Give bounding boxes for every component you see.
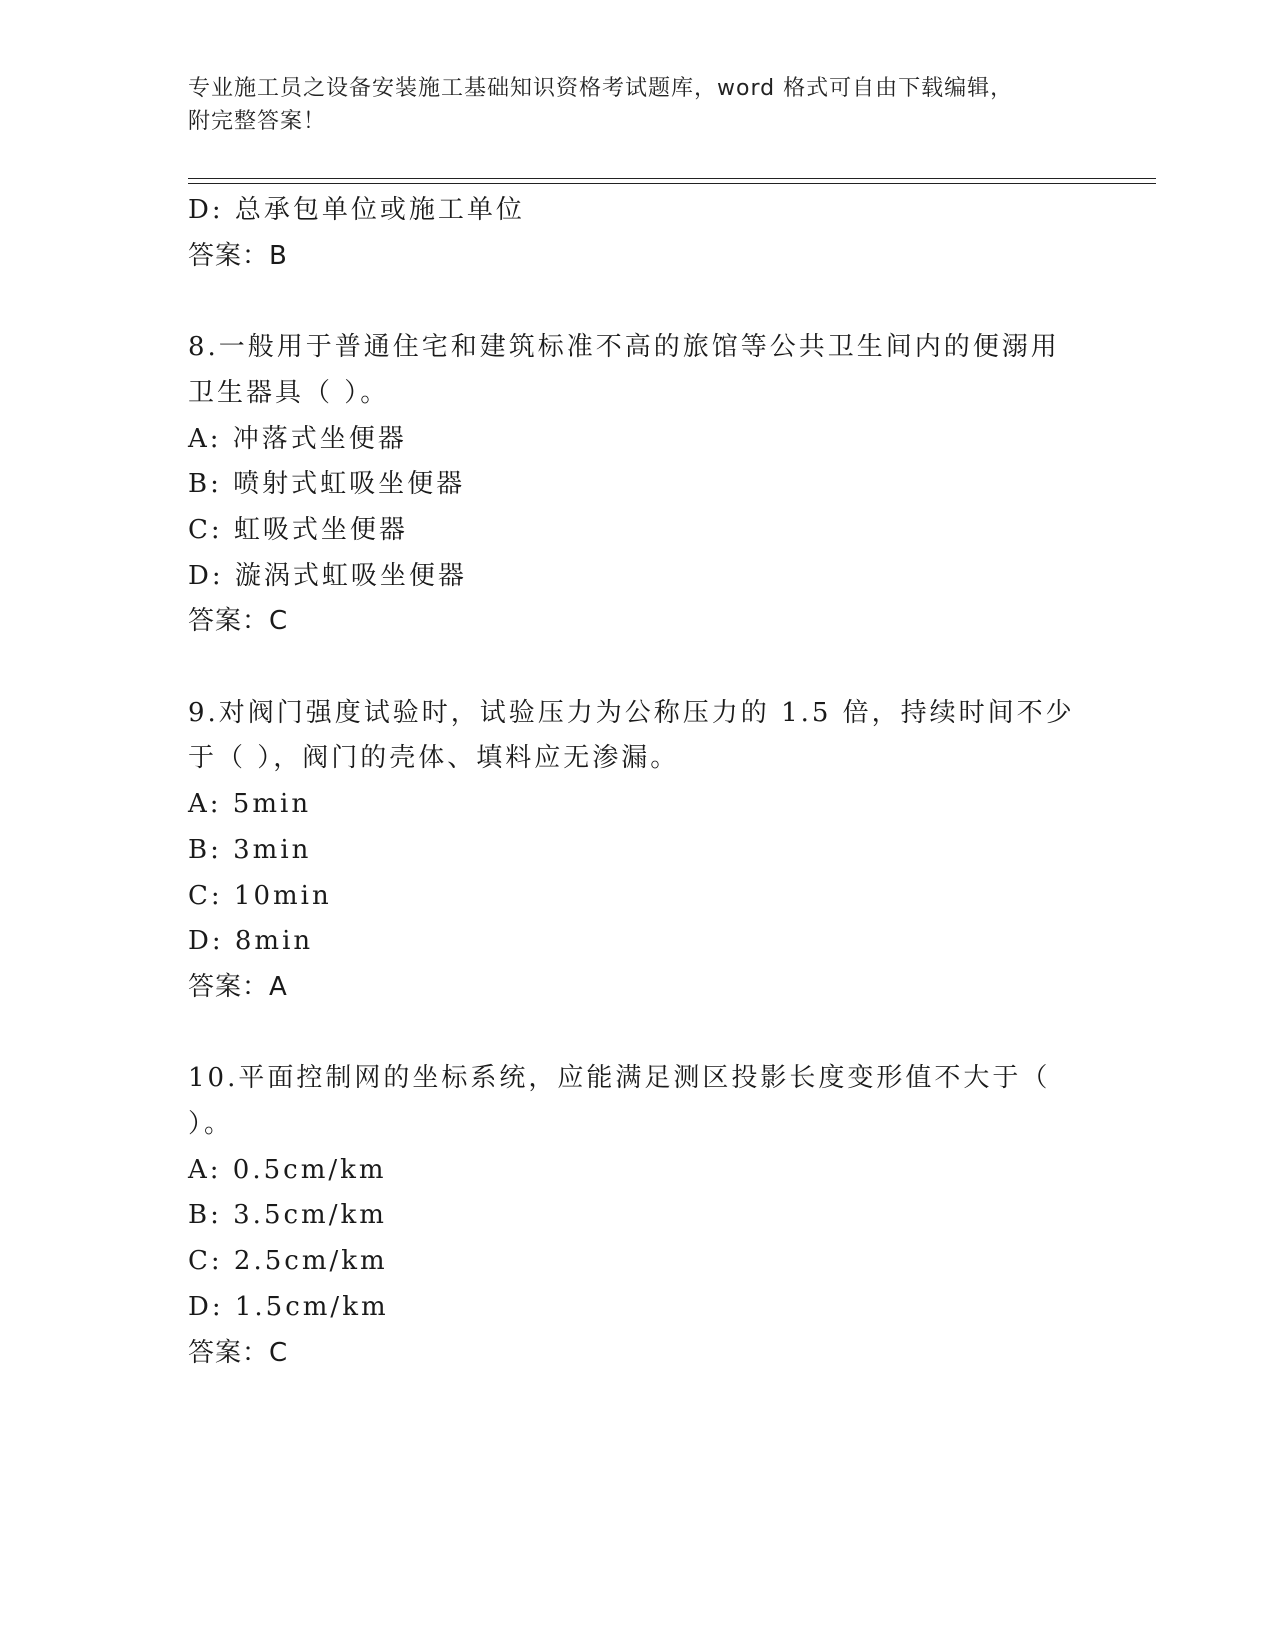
question-10 xyxy=(188,1056,1088,1376)
option-c: C: 10min xyxy=(188,880,332,911)
header-line-2: 附完整答案！ xyxy=(188,109,327,134)
answer-line: 答案：A xyxy=(188,971,288,1002)
answer-line: 答案：B xyxy=(188,240,288,271)
option-d: D: 总承包单位或施工单位 xyxy=(188,195,525,225)
option-a: A: 0.5cm/km xyxy=(188,1154,387,1185)
spacer xyxy=(188,1011,1088,1057)
question-8 xyxy=(188,325,1088,645)
spacer xyxy=(188,279,1088,325)
question-text-line-2: 于（ ），阀门的壳体、填料应无渗漏。 xyxy=(188,743,680,774)
question-text-line-1: 8.一般用于普通住宅和建筑标准不高的旅馆等公共卫生间内的便溺用 xyxy=(188,332,1060,363)
option-a: A: 冲落式坐便器 xyxy=(188,423,407,454)
question-text-line-1: 10.平面控制网的坐标系统，应能满足测区投影长度变形值不大于（ xyxy=(188,1063,1051,1094)
option-d: D: 1.5cm/km xyxy=(188,1291,389,1322)
option-d: D: 漩涡式虹吸坐便器 xyxy=(188,560,467,591)
question-list xyxy=(188,188,1088,1376)
question-text-line-2: 卫生器具（ ）。 xyxy=(188,377,390,408)
previous-question-tail xyxy=(188,188,1088,279)
question-9 xyxy=(188,691,1088,1011)
option-a: A: 5min xyxy=(188,789,312,820)
header-rule-top xyxy=(188,178,1156,179)
document-header xyxy=(188,72,1068,138)
option-b: B: 喷射式虹吸坐便器 xyxy=(188,469,466,500)
option-c: C: 2.5cm/km xyxy=(188,1246,388,1277)
spacer xyxy=(188,645,1088,691)
option-b: B: 3.5cm/km xyxy=(188,1200,387,1231)
option-b: B: 3min xyxy=(188,834,312,865)
question-text-line-1: 9.对阀门强度试验时，试验压力为公称压力的 1.5 倍，持续时间不少 xyxy=(188,697,1075,728)
option-d: D: 8min xyxy=(188,926,314,957)
header-rule-bottom xyxy=(188,183,1156,184)
answer-line: 答案：C xyxy=(188,1337,289,1368)
answer-line: 答案：C xyxy=(188,606,289,637)
option-c: C: 虹吸式坐便器 xyxy=(188,514,408,545)
question-text-line-2: ）。 xyxy=(188,1109,234,1140)
header-line-1: 专业施工员之设备安装施工基础知识资格考试题库，word 格式可自由下载编辑， xyxy=(188,76,1014,101)
